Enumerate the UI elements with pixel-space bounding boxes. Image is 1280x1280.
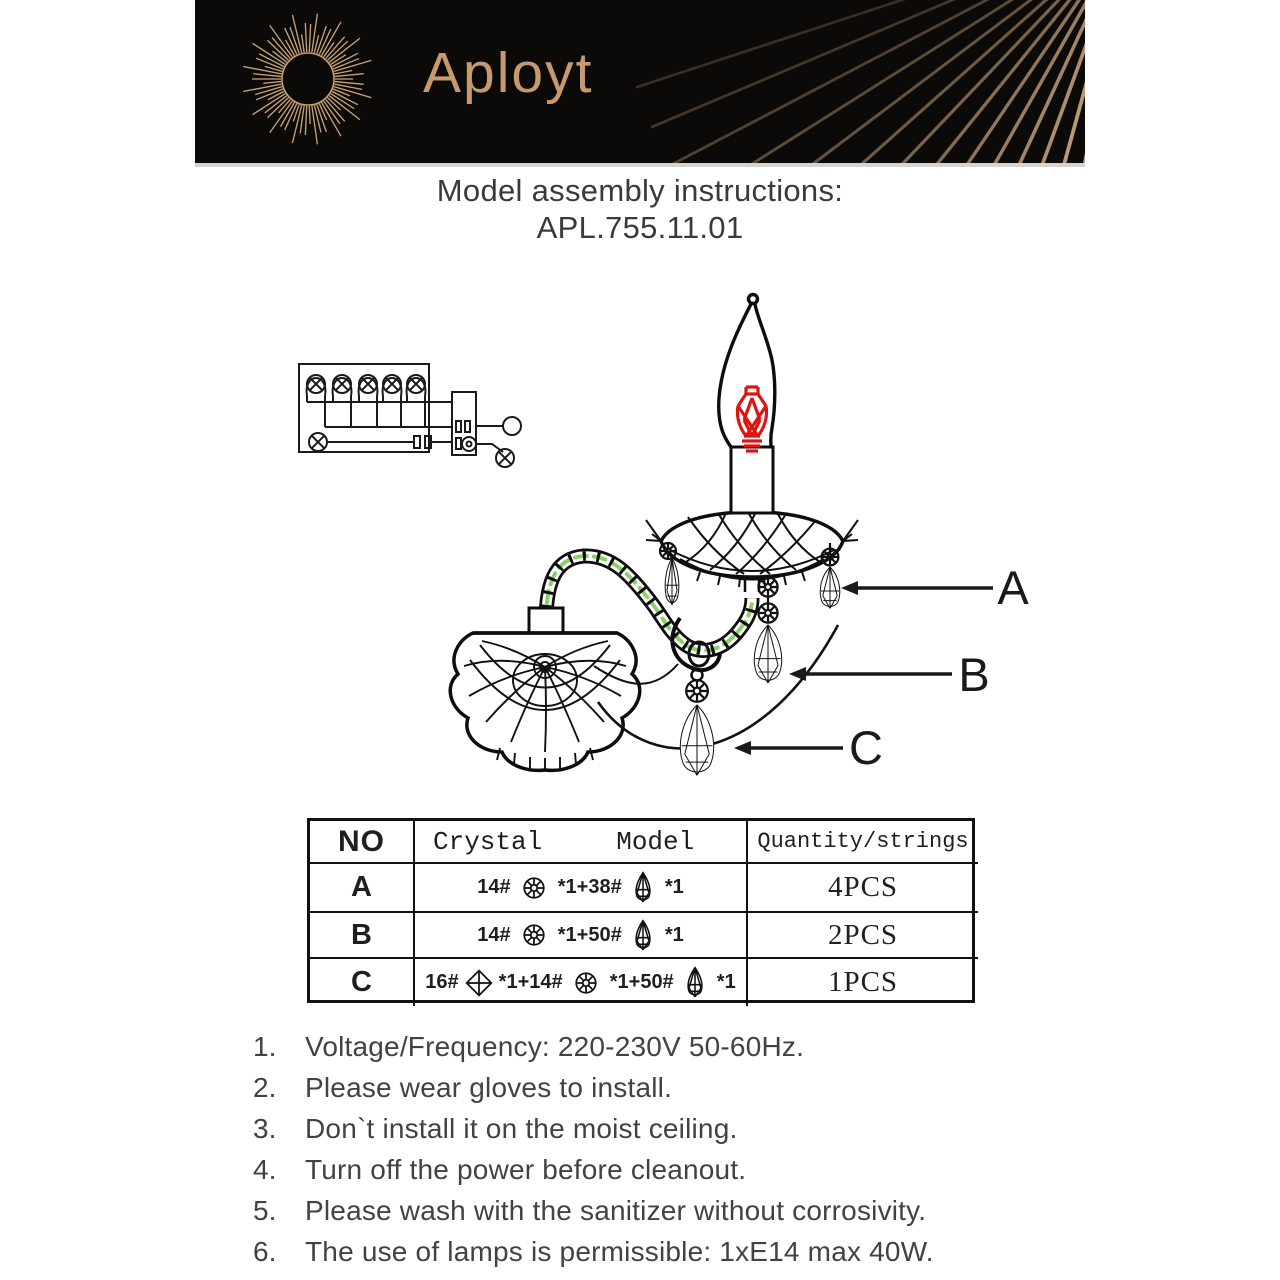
instruction-text: Voltage/Frequency: 220-230V 50-60Hz. (305, 1030, 805, 1062)
crystal-model-text: *1 (711, 971, 736, 993)
wiring-diagram (299, 364, 521, 467)
row-letter: B (310, 913, 415, 959)
crystal-chain-left (660, 543, 679, 605)
bead-icon (521, 875, 547, 901)
row-crystal-model (415, 959, 748, 1006)
crystal-model-text: 14# (477, 876, 517, 898)
instruction-number: 2. (253, 1071, 277, 1103)
instruction-number: 4. (253, 1153, 277, 1185)
corner-rays-icon (195, 0, 1085, 163)
table-header-model-word: Model (616, 826, 695, 857)
crystal-model-text: 16# (425, 971, 459, 993)
arrow-b-icon (789, 667, 806, 681)
crystal-model-text: *1 (659, 876, 684, 898)
instruction-text: Please wear gloves to install. (305, 1071, 673, 1103)
crystal-chain-b (754, 577, 781, 683)
row-quantity: 4PCS (748, 864, 978, 913)
model-number: APL.755.11.01 (536, 210, 744, 245)
crystal-model-text: *1+50# (552, 923, 628, 946)
instruction-number: 6. (253, 1235, 277, 1267)
brand-banner (195, 0, 1085, 167)
table-header-model (415, 821, 748, 864)
instruction-item (253, 1149, 1113, 1190)
instruction-number: 1. (253, 1030, 277, 1062)
instruction-item (253, 1026, 1113, 1067)
row-quantity: 1PCS (827, 966, 899, 998)
parts-table (307, 818, 975, 1003)
row-crystal-model (415, 913, 748, 959)
teardrop-icon (684, 966, 706, 999)
candle-sleeve (731, 447, 773, 513)
page-title (0, 172, 1280, 246)
crystal-chain-a (820, 543, 840, 608)
brand-name: Aployt (423, 41, 594, 105)
instruction-item (253, 1190, 1113, 1231)
page-title-line1: Model assembly instructions: (436, 173, 844, 208)
instruction-text: Turn off the power before cleanout. (305, 1153, 747, 1185)
crystal-model-text: *1+38# (552, 876, 628, 898)
label-c: C (849, 721, 883, 774)
row-quantity: 2PCS (748, 913, 978, 959)
arm-connector (529, 608, 563, 633)
bulb-filament (737, 387, 766, 451)
diamond-icon (464, 969, 494, 997)
assembly-diagram (270, 280, 1070, 810)
crystal-model-text: *1+50# (604, 971, 680, 993)
instruction-item (253, 1108, 1113, 1149)
teardrop-icon (632, 919, 654, 952)
table-header-qty: Quantity/strings (748, 821, 978, 864)
instruction-item (253, 1067, 1113, 1108)
bead-icon (573, 970, 599, 996)
instruction-text: The use of lamps is permissible: 1xE14 max 40W. (305, 1235, 934, 1267)
instruction-text: Please wash with the sanitizer without corrosivity. (305, 1194, 927, 1226)
instruction-number: 3. (253, 1112, 277, 1144)
label-b: B (958, 648, 990, 701)
instruction-number: 5. (253, 1194, 277, 1226)
row-letter: C (310, 959, 415, 1006)
label-a: A (997, 561, 1029, 614)
crystal-model-text: *1+14# (498, 971, 569, 993)
row-letter: A (310, 864, 415, 913)
instruction-item (253, 1231, 1113, 1272)
row-crystal-model (415, 864, 748, 913)
instruction-text: Don`t install it on the moist ceiling. (305, 1112, 738, 1144)
bead-icon (521, 922, 547, 948)
crystal-model-text: *1 (659, 923, 684, 946)
arrow-a-icon (841, 581, 858, 595)
table-header-crystal: Crystal (433, 826, 543, 857)
wall-backplate (450, 633, 639, 770)
teardrop-icon (632, 871, 654, 904)
crystal-model-text: 14# (477, 923, 517, 946)
arrow-c-icon (734, 741, 751, 755)
instructions-list (253, 1026, 1113, 1272)
table-header-no: NO (310, 821, 415, 864)
